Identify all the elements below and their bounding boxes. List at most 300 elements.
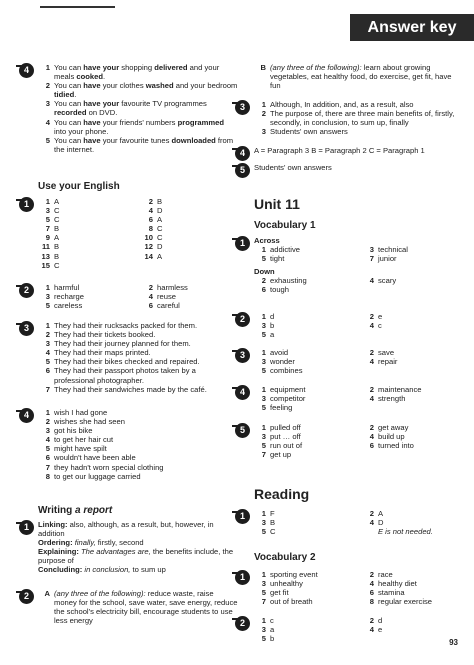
list-item <box>38 366 238 384</box>
item-text: race <box>378 570 393 579</box>
writing-example: in conclusion, <box>82 565 131 575</box>
writing-example: firstly, second <box>95 538 144 548</box>
item-text: careful <box>157 301 180 311</box>
answer-cell <box>141 301 238 310</box>
list-item <box>38 348 238 357</box>
list-item <box>38 330 238 339</box>
item-text: they hadn't worn special clothing <box>54 462 164 472</box>
item-number: 3 <box>261 394 266 404</box>
item-text: feeling <box>270 403 293 413</box>
item-number: 1 <box>261 616 266 625</box>
answer-cell <box>254 276 356 285</box>
item-text: B <box>270 518 276 528</box>
item-text: (any three of the following): reduce waste, raise money for the school, save water, save energy, reduce the school's electricity bill, encourage students to use less energy <box>54 589 238 626</box>
item-number: 7 <box>45 224 50 234</box>
answer-cell <box>362 394 464 403</box>
answer-cell <box>38 224 135 233</box>
list-item <box>38 385 238 394</box>
bold-phrase: washed <box>145 81 174 91</box>
answer-row <box>254 348 464 357</box>
item-text: A <box>157 215 163 225</box>
exercise-number-badge: 5 <box>235 163 250 178</box>
item-note: (any three of the following): <box>270 63 362 72</box>
item-text: competitor <box>270 394 306 404</box>
item-text: B <box>157 197 163 206</box>
answer-row <box>254 285 464 294</box>
answer-row <box>38 242 238 251</box>
item-text: You can have your clothes washed and your bedroom tidied. <box>54 81 238 100</box>
item-number: 4 <box>148 206 153 216</box>
item-text: technical <box>378 245 408 255</box>
writing-ex4 <box>239 146 464 158</box>
answer-row <box>254 527 464 536</box>
answer-cell <box>254 357 356 366</box>
paragraph-matching: A = Paragraph 3 B = Paragraph 2 C = Paragraph 1 <box>254 146 425 155</box>
answer-cell <box>141 292 238 301</box>
list-item <box>38 118 238 136</box>
item-text: C <box>270 527 276 537</box>
item-text: wonder <box>270 357 295 367</box>
item-number: 8 <box>45 471 50 481</box>
answer-cell <box>254 616 356 625</box>
exercise-number-badge: 4 <box>19 63 34 78</box>
item-text: A <box>54 233 60 243</box>
answer-cell <box>362 579 464 588</box>
item-text: Students' own answers <box>270 127 348 137</box>
item-text: d <box>270 312 275 321</box>
item-number: 2 <box>261 109 266 119</box>
list-item <box>38 472 238 481</box>
exercise-number-badge: 4 <box>235 385 250 400</box>
answer-row <box>38 215 238 224</box>
bold-phrase: recorded <box>54 108 87 118</box>
writing-heading <box>38 506 112 515</box>
item-number: 5 <box>45 301 50 311</box>
item-text: got his bike <box>54 426 93 436</box>
item-number: 4 <box>369 357 374 367</box>
item-text: turned into <box>378 441 414 451</box>
item-text: C <box>54 260 60 270</box>
item-number: 2 <box>45 330 50 340</box>
answer-cell <box>362 527 464 536</box>
answer-row <box>38 292 238 301</box>
item-number: 1 <box>45 283 50 292</box>
writing-line <box>38 547 238 565</box>
use-english-ex3 <box>23 321 238 394</box>
list-item <box>38 81 238 99</box>
exercise-number-badge: 1 <box>19 197 34 212</box>
answer-cell <box>362 330 464 339</box>
item-number: 9 <box>45 233 50 243</box>
exercise-4 <box>23 63 238 154</box>
bold-phrase: have your <box>83 63 120 72</box>
item-text: Although, In addition, and, as a result, also <box>270 100 414 109</box>
item-number: 1 <box>261 245 266 255</box>
writing-ex1 <box>23 520 238 575</box>
item-number: 2 <box>369 616 374 625</box>
item-number: 1 <box>261 385 266 394</box>
item-number: 7 <box>261 450 266 460</box>
item-text: (any three of the following): learn about growing vegetables, eat healthy food, do exercise, get fit, have fun <box>270 63 452 91</box>
item-number: 3 <box>45 292 50 302</box>
answer-cell <box>141 215 238 224</box>
exercise-number-badge: 1 <box>235 236 250 251</box>
item-text: D <box>378 518 384 528</box>
reading-heading: Reading <box>254 486 310 502</box>
item-text: pulled off <box>270 423 301 432</box>
item-number: 4 <box>369 394 374 404</box>
item-text: exhausting <box>270 276 307 286</box>
item-number: 1 <box>45 321 50 330</box>
item-text: a <box>270 330 275 340</box>
item-text: They had their journey planned for them. <box>54 339 191 349</box>
answer-cell <box>362 588 464 597</box>
item-text: e <box>378 625 383 635</box>
answer-row <box>254 312 464 321</box>
item-text: A <box>157 251 163 261</box>
answer-row <box>38 233 238 242</box>
writing-example: the benefits include, the purpose of <box>38 547 234 566</box>
answer-row <box>254 432 464 441</box>
item-number: 7 <box>45 384 50 394</box>
answer-row <box>254 518 464 527</box>
reading-ex1 <box>239 509 464 537</box>
list-item <box>38 357 238 366</box>
answer-key-banner: Answer key <box>350 14 474 41</box>
item-number: 4 <box>369 276 374 286</box>
writing-ex5 <box>239 163 464 175</box>
item-text: E is not needed. <box>378 527 433 537</box>
list-item <box>38 444 238 453</box>
bold-phrase: have <box>83 135 101 145</box>
item-text: sporting event <box>270 570 318 579</box>
item-number: 6 <box>148 301 153 311</box>
list-item <box>38 463 238 472</box>
item-text: harmful <box>54 283 80 292</box>
item-text: run out of <box>270 441 303 451</box>
writing-example: also, although, as a result, but, however, in addition <box>38 520 214 539</box>
item-text: You can have your shopping delivered and your meals cooked. <box>54 63 220 82</box>
answer-cell <box>362 597 464 606</box>
list-item <box>254 127 464 136</box>
item-number: 2 <box>45 417 50 427</box>
answer-row <box>254 588 464 597</box>
item-number: 1 <box>261 348 266 357</box>
item-text: F <box>270 509 275 518</box>
item-number: 12 <box>144 242 153 252</box>
item-number: 2 <box>148 197 153 206</box>
bold-phrase: tidied <box>54 90 75 100</box>
item-text: save <box>378 348 395 357</box>
item-number: 13 <box>41 251 50 261</box>
item-note: (any three of the following): <box>54 589 146 598</box>
exercise-number-badge: 3 <box>235 100 250 115</box>
item-text: get away <box>378 423 409 432</box>
answer-cell <box>362 254 464 263</box>
vocab1-ex4 <box>239 385 464 413</box>
exercise-number-badge: 2 <box>235 616 250 631</box>
vocab1-ex3 <box>239 348 464 376</box>
answer-row <box>38 224 238 233</box>
answer-cell <box>38 197 135 206</box>
item-text: C <box>54 206 60 216</box>
item-number: 5 <box>45 357 50 367</box>
writing-label: Linking: <box>38 520 68 529</box>
list-item <box>254 63 464 90</box>
item-letter: A <box>44 589 50 598</box>
use-english-ex2 <box>23 283 238 311</box>
item-text: build up <box>378 432 405 442</box>
answer-row <box>38 301 238 310</box>
answer-row <box>254 570 464 579</box>
vocab1-ex2 <box>239 312 464 340</box>
item-number: 4 <box>369 432 374 442</box>
item-number: 5 <box>261 588 266 598</box>
page-number: 93 <box>449 638 458 647</box>
answer-cell <box>141 283 238 292</box>
top-rule <box>40 6 115 8</box>
answer-cell <box>38 252 135 261</box>
item-text: They had their sandwiches made by the café. <box>54 384 207 394</box>
answer-cell <box>141 242 238 251</box>
item-text: wouldn't have been able <box>54 453 136 463</box>
answer-cell <box>362 450 464 459</box>
answer-cell <box>254 348 356 357</box>
exercise-number-badge: 1 <box>235 509 250 524</box>
item-number: 1 <box>261 570 266 579</box>
answer-cell <box>38 206 135 215</box>
answer-cell <box>141 261 238 270</box>
answer-cell <box>362 441 464 450</box>
writing-label: Explaining: <box>38 547 79 557</box>
answer-cell <box>254 312 356 321</box>
item-number: 5 <box>45 215 50 225</box>
item-text: They had their rucksacks packed for them. <box>54 321 198 330</box>
writing-label: Ordering: <box>38 538 73 548</box>
answer-row <box>38 206 238 215</box>
answer-row <box>38 197 238 206</box>
item-text: wish I had gone <box>54 408 108 417</box>
list-item <box>38 589 238 625</box>
item-text: The purpose of, there are three main benefits of, firstly, secondly, in conclusion, to sum up, finally <box>270 109 455 128</box>
use-english-ex1 <box>23 197 238 270</box>
item-number: 6 <box>45 366 50 376</box>
writing-heading-main: Writing <box>38 505 76 516</box>
item-number: 1 <box>45 197 50 206</box>
item-text: maintenance <box>378 385 422 394</box>
item-number: 1 <box>261 312 266 321</box>
item-number: 6 <box>45 453 50 463</box>
answer-row <box>254 625 464 634</box>
item-number: 4 <box>45 117 50 127</box>
exercise-number-badge: 5 <box>235 423 250 438</box>
item-text: B <box>54 251 60 261</box>
answer-cell <box>254 450 356 459</box>
answer-cell <box>141 252 238 261</box>
answer-cell <box>254 597 356 606</box>
item-text: harmless <box>157 283 188 292</box>
item-number: 4 <box>148 292 153 302</box>
writing-line <box>38 565 238 574</box>
answer-cell <box>38 261 135 270</box>
writing-example: to sum up <box>130 565 166 575</box>
exercise-number-badge: 4 <box>235 146 250 161</box>
item-number: 8 <box>148 224 153 234</box>
item-text: c <box>378 321 382 331</box>
bold-phrase: have <box>83 117 101 127</box>
item-number: 7 <box>45 462 50 472</box>
bold-phrase: have <box>83 81 101 91</box>
exercise-number-badge: 2 <box>19 283 34 298</box>
item-text: You can have your favourite tunes downloaded from the internet. <box>54 135 234 154</box>
exercise-number-badge: 3 <box>19 321 34 336</box>
answer-cell <box>362 348 464 357</box>
list-item <box>38 426 238 435</box>
answer-cell <box>362 312 464 321</box>
item-number: 2 <box>148 283 153 292</box>
answer-row <box>38 283 238 292</box>
item-text: unhealthy <box>270 579 303 589</box>
item-number: 7 <box>261 597 266 607</box>
answer-row <box>254 385 464 394</box>
answer-cell <box>362 245 464 254</box>
answer-cell <box>254 330 356 339</box>
answer-cell <box>38 292 135 301</box>
item-text: d <box>378 616 383 625</box>
vocabulary-2-heading: Vocabulary 2 <box>254 552 316 563</box>
item-text: D <box>157 242 163 252</box>
item-text: You can have your friends' numbers programmed into your phone. <box>54 117 225 136</box>
answer-row <box>254 634 464 643</box>
answer-cell <box>254 432 356 441</box>
answer-cell <box>254 423 356 432</box>
writing-label: Concluding: <box>38 565 83 575</box>
down-label: Down <box>254 267 275 277</box>
use-english-ex4 <box>23 408 238 481</box>
item-text: addictive <box>270 245 300 255</box>
item-number: 4 <box>45 348 50 358</box>
item-number: 2 <box>369 312 374 321</box>
item-text: to get her hair cut <box>54 435 114 445</box>
item-number: 10 <box>144 233 153 243</box>
answer-cell <box>141 233 238 242</box>
answer-row <box>38 252 238 261</box>
item-text: careless <box>54 301 83 311</box>
item-number: 5 <box>261 634 266 644</box>
answer-cell <box>254 321 356 330</box>
answer-cell <box>362 625 464 634</box>
item-number: 3 <box>369 245 374 255</box>
item-text: scary <box>378 276 397 286</box>
item-number: 3 <box>45 339 50 349</box>
item-number: 5 <box>261 366 266 376</box>
answer-cell <box>141 206 238 215</box>
answer-cell <box>254 385 356 394</box>
item-number: 5 <box>261 254 266 264</box>
answer-row <box>254 509 464 518</box>
answer-cell <box>362 385 464 394</box>
item-number: 1 <box>261 423 266 432</box>
answer-cell <box>254 527 356 536</box>
item-text: healthy diet <box>378 579 417 589</box>
item-number: 14 <box>144 251 153 261</box>
exercise-number-badge: 4 <box>19 408 34 423</box>
item-text: They had their passport photos taken by a professional photographer. <box>54 366 196 385</box>
item-text: b <box>270 634 275 644</box>
item-number: 5 <box>261 403 266 413</box>
answer-cell <box>254 285 356 294</box>
item-number: 2 <box>369 509 374 518</box>
exercise-number-badge: 3 <box>235 348 250 363</box>
writing-line <box>38 520 238 538</box>
item-text: a <box>270 625 275 635</box>
writing-ex3 <box>239 100 464 137</box>
item-number: 1 <box>261 509 266 518</box>
item-number: 3 <box>261 518 266 528</box>
item-number: 2 <box>369 348 374 357</box>
list-item <box>38 339 238 348</box>
item-text: out of breath <box>270 597 313 607</box>
item-number: 6 <box>148 215 153 225</box>
item-number: 8 <box>369 597 374 607</box>
list-item <box>38 435 238 444</box>
item-number: 5 <box>261 441 266 451</box>
answer-row <box>254 394 464 403</box>
bold-phrase: have your <box>83 99 120 109</box>
answer-row <box>254 357 464 366</box>
item-number: 6 <box>369 588 374 598</box>
item-text: B <box>54 224 60 234</box>
answer-row <box>254 254 464 263</box>
answer-cell <box>254 634 356 643</box>
item-text: repair <box>378 357 398 367</box>
answer-cell <box>362 276 464 285</box>
item-number: 3 <box>45 99 50 109</box>
answer-row <box>254 423 464 432</box>
item-number: 6 <box>369 441 374 451</box>
item-text: C <box>157 224 163 234</box>
answer-cell <box>362 357 464 366</box>
answer-cell <box>362 403 464 412</box>
item-text: put … off <box>270 432 301 442</box>
writing-example: The advantages are, <box>78 547 151 557</box>
item-text: junior <box>378 254 397 264</box>
answer-row <box>254 441 464 450</box>
item-text: C <box>54 215 60 225</box>
item-text: might have spilt <box>54 444 107 454</box>
answer-cell <box>254 254 356 263</box>
item-number: 3 <box>45 426 50 436</box>
item-text: A <box>378 509 384 518</box>
item-number: 5 <box>45 135 50 145</box>
item-number: 4 <box>369 518 374 528</box>
use-your-english-heading: Use your English <box>38 181 120 192</box>
answer-cell <box>254 518 356 527</box>
item-text: stamina <box>378 588 405 598</box>
own-answers: Students' own answers <box>254 163 332 172</box>
item-text: b <box>270 321 275 331</box>
item-text: get up <box>270 450 292 460</box>
writing-example: finally, <box>72 538 96 548</box>
vocabulary-1-heading: Vocabulary 1 <box>254 220 316 231</box>
item-number: 3 <box>261 579 266 589</box>
answer-cell <box>254 588 356 597</box>
answer-cell <box>362 518 464 527</box>
item-text: c <box>270 616 274 625</box>
list-item <box>38 453 238 462</box>
answer-row <box>254 579 464 588</box>
answer-cell <box>254 394 356 403</box>
